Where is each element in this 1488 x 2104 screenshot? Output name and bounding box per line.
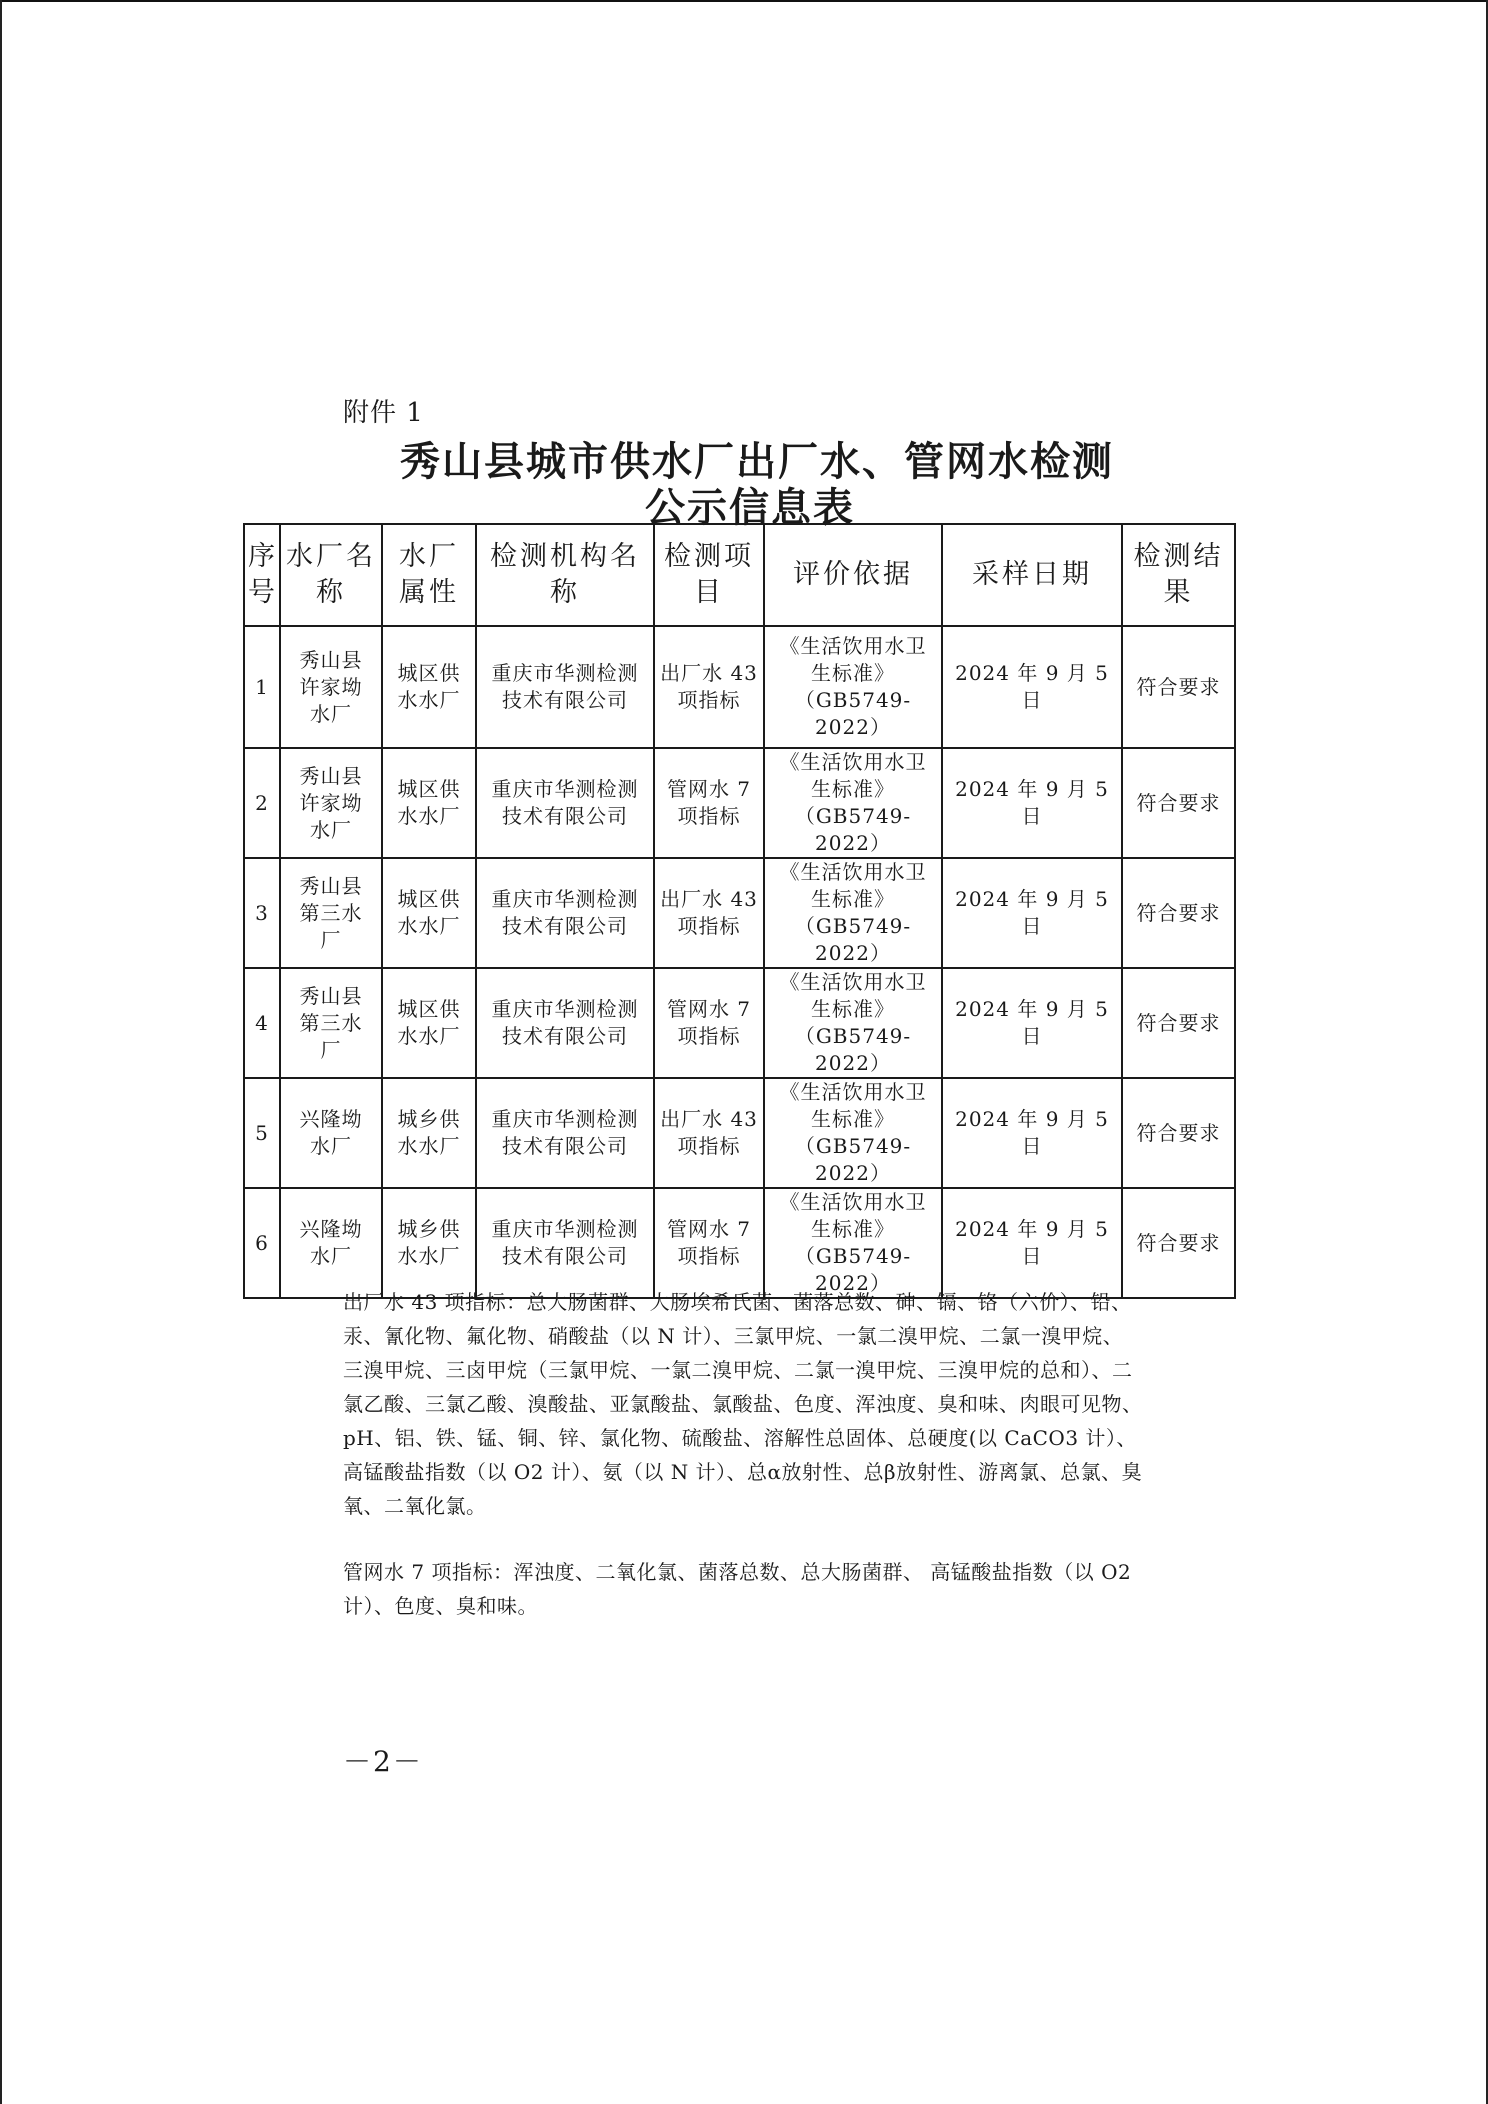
cell-sampling-date: 2024 年 9 月 5 日 <box>942 968 1122 1078</box>
page-border-left <box>0 0 2 2104</box>
header-testing-agency: 检测机构名称 <box>476 524 654 626</box>
cell-seq: 2 <box>244 748 280 858</box>
header-plant-attribute: 水厂属性 <box>382 524 476 626</box>
cell-testing-agency: 重庆市华测检测 技术有限公司 <box>476 1188 654 1298</box>
cell-testing-agency: 重庆市华测检测 技术有限公司 <box>476 1078 654 1188</box>
cell-sampling-date: 2024 年 9 月 5 日 <box>942 1188 1122 1298</box>
page-number: －2－ <box>343 1745 423 1778</box>
cell-plant-attribute: 城乡供 水水厂 <box>382 1078 476 1188</box>
cell-test-result: 符合要求 <box>1122 858 1235 968</box>
cell-seq: 1 <box>244 626 280 748</box>
cell-seq: 6 <box>244 1188 280 1298</box>
cell-test-item: 管网水 7 项指标 <box>654 748 764 858</box>
cell-testing-agency: 重庆市华测检测 技术有限公司 <box>476 748 654 858</box>
document-title-line-2: 公示信息表 <box>645 484 855 531</box>
note-pipe-network-7-indicators: 管网水 7 项指标：浑浊度、二氧化氯、菌落总数、总大肠菌群、 高锰酸盐指数（以 O2 计）、色度、臭和味。 <box>343 1560 1132 1618</box>
table-row <box>244 626 1235 748</box>
header-seq: 序号 <box>244 524 280 626</box>
note-factory-water-43-indicators: 出厂水 43 项指标：总大肠菌群、大肠埃希氏菌、菌落总数、砷、镉、铬（六价）、铅、汞、氰化物、氟化物、硝酸盐（以 N 计）、三氯甲烷、一氯二溴甲烷、二氯一溴甲烷、三溴甲烷、三卤甲烷（三氯甲烷、一氯二溴甲烷、二氯一溴甲烷、三溴甲烷的总和）、二氯乙酸、三氯乙酸、溴酸盐、亚氯酸盐、氯酸盐、色度、浑浊度、臭和味、肉眼可见物、pH、铝、铁、锰、铜、锌、氯化物、硫酸盐、溶解性总固体、总硬度(以 CaCO3 计）、高锰酸盐指数（以 O2 计）、氨（以 N 计）、总α放射性、总β放射性、游离氯、总氯、臭氧、二氧化氯。 <box>343 1290 1143 1518</box>
cell-testing-agency: 重庆市华测检测 技术有限公司 <box>476 968 654 1078</box>
header-test-item: 检测项目 <box>654 524 764 626</box>
cell-test-result: 符合要求 <box>1122 626 1235 748</box>
cell-plant-attribute: 城区供 水水厂 <box>382 626 476 748</box>
cell-test-item: 出厂水 43 项指标 <box>654 1078 764 1188</box>
cell-sampling-date: 2024 年 9 月 5 日 <box>942 748 1122 858</box>
cell-sampling-date: 2024 年 9 月 5 日 <box>942 626 1122 748</box>
cell-plant-attribute: 城乡供 水水厂 <box>382 1188 476 1298</box>
cell-test-result: 符合要求 <box>1122 748 1235 858</box>
cell-evaluation-basis: 《生活饮用水卫 生标准》 （GB5749-2022） <box>764 1078 942 1188</box>
cell-plant-name: 兴隆坳 水厂 <box>280 1188 382 1298</box>
cell-plant-name: 秀山县 许家坳 水厂 <box>280 626 382 748</box>
table-header-row <box>244 524 1235 626</box>
table-row <box>244 968 1235 1078</box>
header-sampling-date: 采样日期 <box>942 524 1122 626</box>
cell-test-result: 符合要求 <box>1122 1078 1235 1188</box>
table-row <box>244 858 1235 968</box>
header-evaluation-basis: 评价依据 <box>764 524 942 626</box>
header-test-result: 检测结果 <box>1122 524 1235 626</box>
cell-seq: 4 <box>244 968 280 1078</box>
cell-evaluation-basis: 《生活饮用水卫 生标准》 （GB5749-2022） <box>764 968 942 1078</box>
cell-test-item: 出厂水 43 项指标 <box>654 858 764 968</box>
cell-plant-attribute: 城区供 水水厂 <box>382 748 476 858</box>
cell-test-item: 出厂水 43 项指标 <box>654 626 764 748</box>
cell-test-result: 符合要求 <box>1122 1188 1235 1298</box>
cell-plant-name: 秀山县 许家坳 水厂 <box>280 748 382 858</box>
document-title-line-1: 秀山县城市供水厂出厂水、管网水检测 <box>400 438 1114 485</box>
table-row <box>244 1078 1235 1188</box>
cell-plant-name: 秀山县 第三水 厂 <box>280 968 382 1078</box>
cell-sampling-date: 2024 年 9 月 5 日 <box>942 1078 1122 1188</box>
cell-testing-agency: 重庆市华测检测 技术有限公司 <box>476 858 654 968</box>
header-plant-name: 水厂名称 <box>280 524 382 626</box>
table-row <box>244 1188 1235 1298</box>
cell-evaluation-basis: 《生活饮用水卫 生标准》 （GB5749-2022） <box>764 748 942 858</box>
table-row <box>244 748 1235 858</box>
cell-plant-name: 兴隆坳 水厂 <box>280 1078 382 1188</box>
annex-label: 附件 1 <box>343 398 424 428</box>
cell-test-result: 符合要求 <box>1122 968 1235 1078</box>
page-border-top <box>0 0 1488 2</box>
cell-testing-agency: 重庆市华测检测 技术有限公司 <box>476 626 654 748</box>
cell-seq: 5 <box>244 1078 280 1188</box>
cell-evaluation-basis: 《生活饮用水卫 生标准》 （GB5749-2022） <box>764 626 942 748</box>
cell-sampling-date: 2024 年 9 月 5 日 <box>942 858 1122 968</box>
cell-seq: 3 <box>244 858 280 968</box>
cell-test-item: 管网水 7 项指标 <box>654 1188 764 1298</box>
cell-plant-attribute: 城区供 水水厂 <box>382 968 476 1078</box>
inspection-table <box>243 523 1236 1299</box>
cell-plant-name: 秀山县 第三水 厂 <box>280 858 382 968</box>
cell-plant-attribute: 城区供 水水厂 <box>382 858 476 968</box>
cell-test-item: 管网水 7 项指标 <box>654 968 764 1078</box>
cell-evaluation-basis: 《生活饮用水卫 生标准》 （GB5749-2022） <box>764 1188 942 1298</box>
cell-evaluation-basis: 《生活饮用水卫 生标准》 （GB5749-2022） <box>764 858 942 968</box>
